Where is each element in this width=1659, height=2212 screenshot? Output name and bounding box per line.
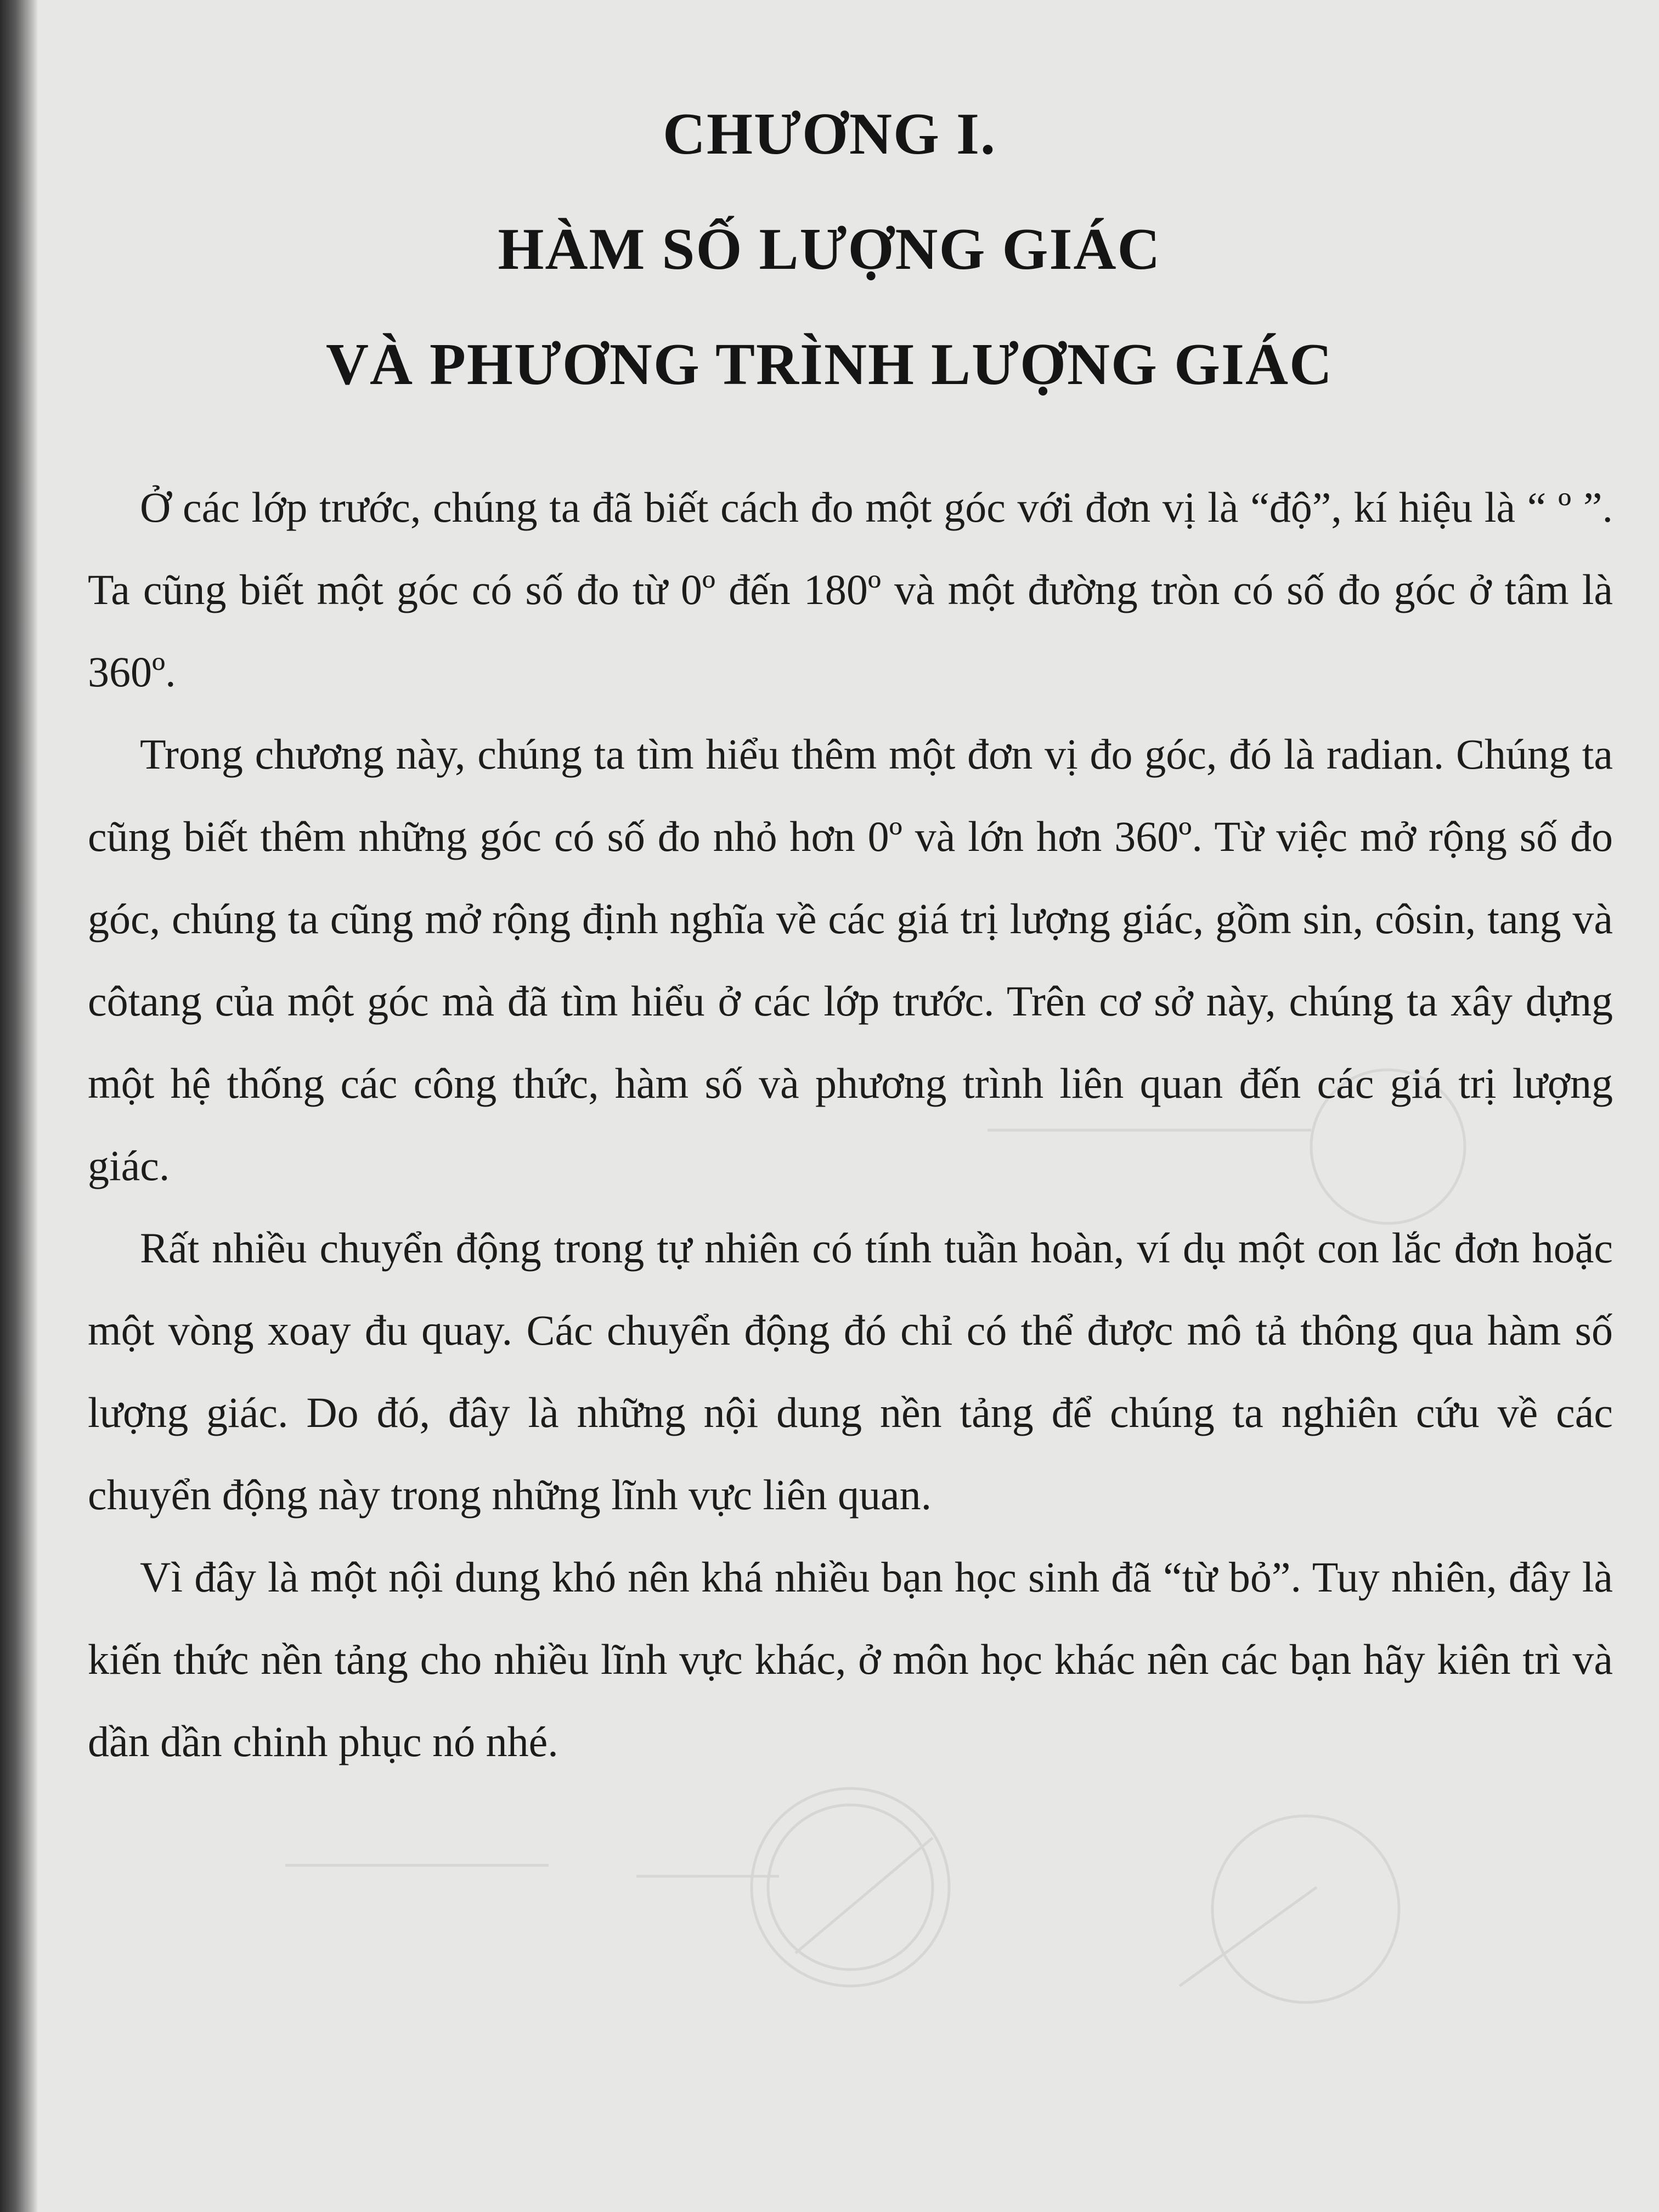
paragraph-2: Trong chương này, chúng ta tìm hiểu thêm một đơn vị đo góc, đó là radian. Chúng ta cũng biết thêm những góc có số đo nhỏ hơn 0º và lớn hơn 360º. Từ việc mở rộng số đo góc, chúng ta cũng mở rộng định nghĩa về các giá trị lượng giác, gồm sin, côsin, tang và côtang của một góc mà đã tìm hiểu ở các lớp trước. Trên cơ sở này, chúng ta xây dựng một hệ thống các công thức, hàm số và phương trình liên quan đến các giá trị lượng giác.	[88, 730, 1613, 1189]
chapter-title	[0, 77, 1659, 422]
paragraph-4: Vì đây là một nội dung khó nên khá nhiều bạn học sinh đã “từ bỏ”. Tuy nhiên, đây là kiến thức nền tảng cho nhiều lĩnh vực khác, ở môn học khác nên các bạn hãy kiên trì và dần dần chinh phục nó nhé.	[88, 1553, 1613, 1765]
paragraph-1: Ở các lớp trước, chúng ta đã biết cách đo một góc với đơn vị là “độ”, kí hiệu là “ º ”. Ta cũng biết một góc có số đo từ 0º đến 180º và một đường tròn có số đo góc ở tâm là 360º.	[88, 483, 1613, 696]
paragraph-3: Rất nhiều chuyển động trong tự nhiên có tính tuần hoàn, ví dụ một con lắc đơn hoặc một vòng xoay đu quay. Các chuyển động đó chỉ có thể được mô tả thông qua hàm số lượng giác. Do đó, đây là những nội dung nền tảng để chúng ta nghiên cứu về các chuyển động này trong những lĩnh vực liên quan.	[88, 1224, 1613, 1519]
chapter-intro-text	[88, 466, 1613, 1783]
chapter-number: CHƯƠNG I.	[663, 101, 996, 167]
chapter-title-line-1: HÀM SỐ LƯỢNG GIÁC	[498, 217, 1161, 282]
chapter-title-line-2: VÀ PHƯƠNG TRÌNH LƯỢNG GIÁC	[325, 332, 1334, 397]
